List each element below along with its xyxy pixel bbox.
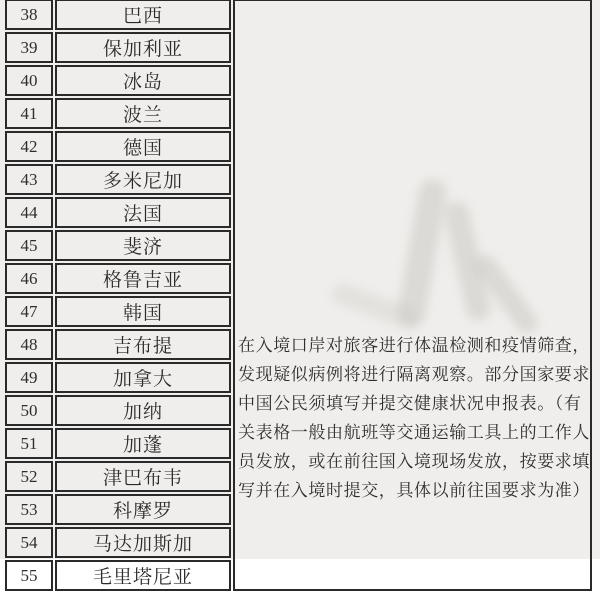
country-name-cell: 格鲁吉亚: [55, 263, 231, 294]
row-number-cell: 55: [5, 560, 53, 591]
row-number-cell: 44: [5, 197, 53, 228]
row-number-cell: 41: [5, 98, 53, 129]
country-name-cell: 保加利亚: [55, 32, 231, 63]
country-name-cell: 斐济: [55, 230, 231, 261]
table-body: [5, 0, 592, 591]
row-number-cell: 43: [5, 164, 53, 195]
note-line: 发现疑似病例将进行隔离观察。部分国家要求: [238, 365, 590, 384]
country-name-cell: 加纳: [55, 395, 231, 426]
note-merged-cell: [233, 0, 592, 591]
row-number-cell: 49: [5, 362, 53, 393]
note-paragraph: [235, 1, 590, 505]
row-number-cell: 40: [5, 65, 53, 96]
note-line: 写并在入境时提交，具体以前往国要求为准）: [238, 481, 590, 500]
country-name-cell: 波兰: [55, 98, 231, 129]
row-number-cell: 53: [5, 494, 53, 525]
note-line: 员发放，或在前往国入境现场发放，按要求填: [238, 452, 590, 471]
row-number-cell: 51: [5, 428, 53, 459]
country-name-cell: 马达加斯加: [55, 527, 231, 558]
note-line: 在入境口岸对旅客进行体温检测和疫情筛查，: [238, 336, 590, 355]
row-number-cell: 46: [5, 263, 53, 294]
country-name-cell: 韩国: [55, 296, 231, 327]
row-number-cell: 39: [5, 32, 53, 63]
row-number-cell: 54: [5, 527, 53, 558]
country-name-cell: 加拿大: [55, 362, 231, 393]
country-name-cell: 毛里塔尼亚: [55, 560, 231, 591]
row-number-cell: 47: [5, 296, 53, 327]
row-number-cell: 48: [5, 329, 53, 360]
row-number-cell: 42: [5, 131, 53, 162]
country-name-cell: 法国: [55, 197, 231, 228]
row-number-cell: 50: [5, 395, 53, 426]
country-name-cell: 吉布提: [55, 329, 231, 360]
country-name-cell: 多米尼加: [55, 164, 231, 195]
note-line: 中国公民须填写并提交健康状况申报表。（有: [238, 394, 582, 413]
row-number-cell: 45: [5, 230, 53, 261]
row-number-cell: 52: [5, 461, 53, 492]
note-line: 关表格一般由航班等交通运输工具上的工作人: [238, 423, 590, 442]
country-name-cell: 冰岛: [55, 65, 231, 96]
table-row: [5, 0, 592, 30]
country-name-cell: 德国: [55, 131, 231, 162]
country-name-cell: 巴西: [55, 0, 231, 30]
country-name-cell: 科摩罗: [55, 494, 231, 525]
country-name-cell: 津巴布韦: [55, 461, 231, 492]
country-list-table: [3, 0, 594, 593]
country-name-cell: 加蓬: [55, 428, 231, 459]
row-number-cell: 38: [5, 0, 53, 30]
